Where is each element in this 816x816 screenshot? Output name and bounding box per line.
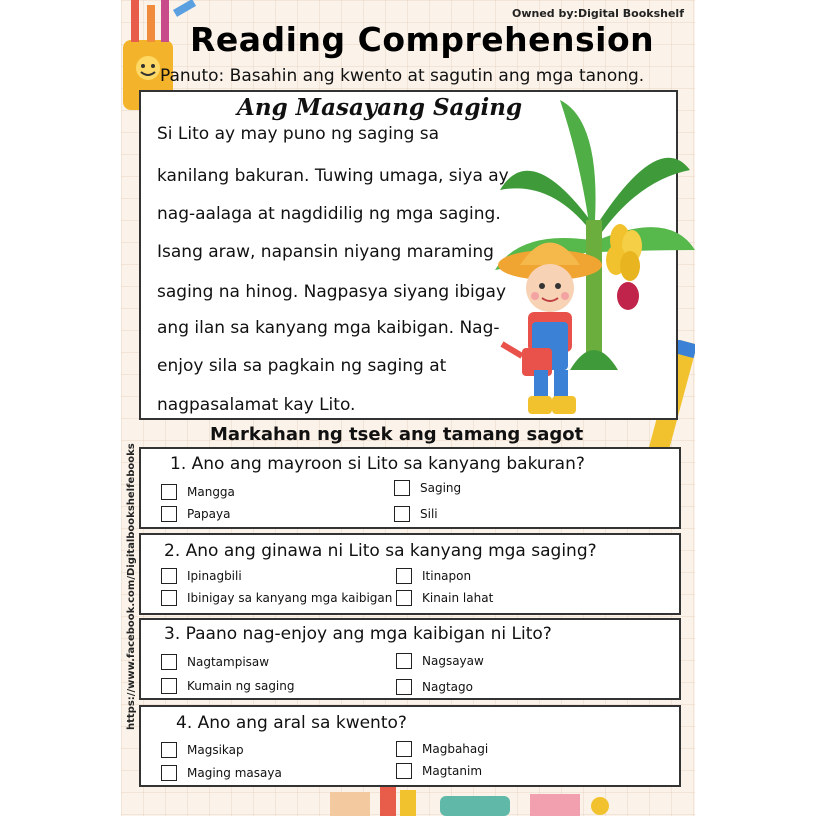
answer-option[interactable]: Nagsayaw — [396, 653, 484, 669]
checkbox[interactable] — [396, 590, 412, 606]
checkbox[interactable] — [161, 484, 177, 500]
page-title: Reading Comprehension — [190, 20, 655, 59]
quiz-heading: Markahan ng tsek ang tamang sagot — [210, 424, 584, 445]
checkbox[interactable] — [161, 506, 177, 522]
checkbox[interactable] — [396, 679, 412, 695]
answer-option[interactable]: Magsikap — [161, 742, 244, 758]
question-text: 2. Ano ang ginawa ni Lito sa kanyang mga saging? — [164, 541, 597, 561]
checkbox[interactable] — [394, 506, 410, 522]
story-line: kanilang bakuran. Tuwing umaga, siya ay — [157, 166, 509, 186]
checkbox[interactable] — [396, 741, 412, 757]
answer-option[interactable]: Maging masaya — [161, 765, 282, 781]
checkbox[interactable] — [161, 765, 177, 781]
checkbox[interactable] — [161, 568, 177, 584]
question-text: 4. Ano ang aral sa kwento? — [176, 713, 407, 733]
school-supplies-illustration — [330, 786, 630, 816]
checkbox[interactable] — [394, 480, 410, 496]
checkbox[interactable] — [396, 568, 412, 584]
answer-option[interactable]: Nagtago — [396, 679, 473, 695]
story-line: nagpasalamat kay Lito. — [157, 395, 356, 415]
story-title: Ang Masayang Saging — [237, 94, 523, 121]
answer-option[interactable]: Ibinigay sa kanyang mga kaibigan — [161, 590, 392, 606]
answer-option[interactable]: Mangga — [161, 484, 235, 500]
checkbox[interactable] — [161, 654, 177, 670]
answer-option[interactable]: Nagtampisaw — [161, 654, 269, 670]
checkbox[interactable] — [396, 763, 412, 779]
answer-option[interactable]: Magbahagi — [396, 741, 488, 757]
answer-option[interactable]: Kinain lahat — [396, 590, 493, 606]
checkbox[interactable] — [161, 678, 177, 694]
checkbox[interactable] — [161, 742, 177, 758]
question-text: 3. Paano nag-enjoy ang mga kaibigan ni Lito? — [164, 624, 552, 644]
story-line: Isang araw, napansin niyang maraming — [157, 242, 494, 262]
banana-tree-farmer-illustration — [490, 100, 695, 422]
answer-option[interactable]: Magtanim — [396, 763, 482, 779]
answer-option[interactable]: Saging — [394, 480, 461, 496]
facebook-url[interactable]: https://www.facebook.com/Digitalbookshelfebooks — [126, 443, 137, 730]
answer-option[interactable]: Kumain ng saging — [161, 678, 295, 694]
owner-credit: Owned by:Digital Bookshelf — [512, 7, 684, 20]
story-line: nag-aalaga at nagdidilig ng mga saging. — [157, 204, 501, 224]
checkbox[interactable] — [396, 653, 412, 669]
answer-option[interactable]: Papaya — [161, 506, 230, 522]
checkbox[interactable] — [161, 590, 177, 606]
question-text: 1. Ano ang mayroon si Lito sa kanyang bakuran? — [170, 454, 585, 474]
answer-option[interactable]: Itinapon — [396, 568, 471, 584]
story-line: saging na hinog. Nagpasya siyang ibigay — [157, 282, 507, 302]
story-line: ang ilan sa kanyang mga kaibigan. Nag- — [157, 318, 500, 338]
answer-option[interactable]: Sili — [394, 506, 438, 522]
answer-option[interactable]: Ipinagbili — [161, 568, 242, 584]
story-line: Si Lito ay may puno ng saging sa — [157, 124, 440, 144]
story-line: enjoy sila sa pagkain ng saging at — [157, 356, 447, 376]
instructions: Panuto: Basahin ang kwento at sagutin ang mga tanong. — [160, 66, 645, 86]
